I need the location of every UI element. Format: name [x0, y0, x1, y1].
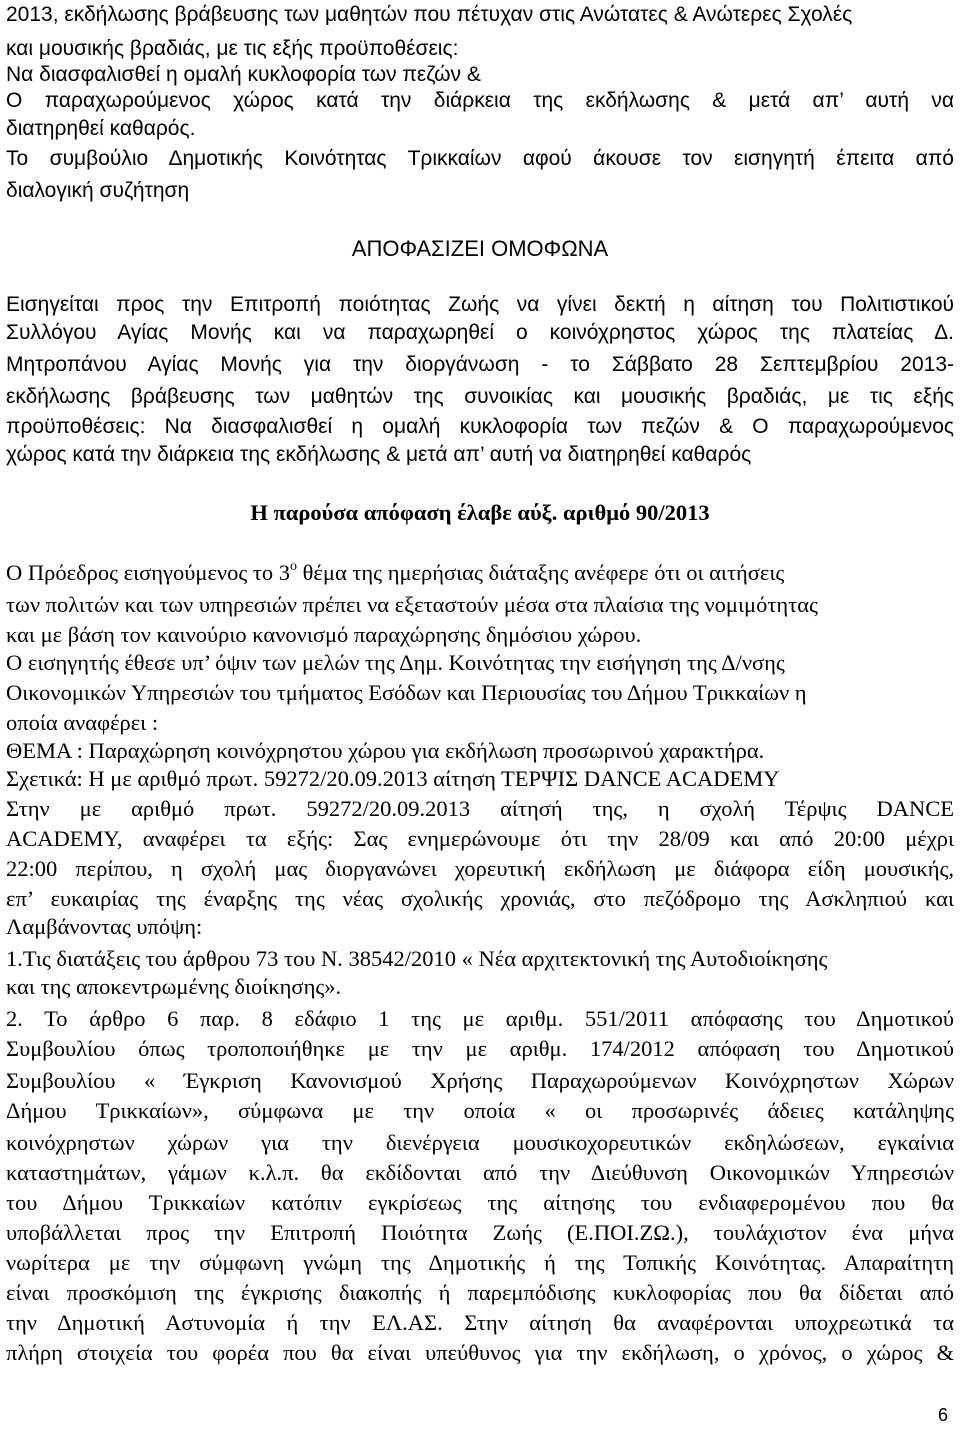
paragraph-line: ΘΕΜΑ : Παραχώρηση κοινόχρηστου χώρου για εκδήλωση προσωρινού χαρακτήρα. [6, 738, 765, 763]
paragraph-line: Ο Πρόεδρος εισηγούμενος το $3^o$ θέμα της ημερήσιας διάταξης ανέφερε ότι οι αιτήσεις [6, 559, 785, 585]
paragraph-line: Οικονομικών Υπηρεσιών του τμήματος Εσόδων και Περιουσίας του Δήμου Τρικκαίων η [6, 680, 807, 705]
paragraph-line: Ο παραχωρούμενος χώρος κατά την διάρκεια της εκδήλωσης & μετά απ’ αυτή να [6, 89, 954, 112]
paragraph-line: 1.Τις διατάξεις του άρθρου 73 του Ν. 38542/2010 « Νέα αρχιτεκτονική της Αυτοδιοίκησης [6, 946, 828, 971]
paragraph-line: Στην με αριθμό πρωτ. 59272/20.09.2013 αίτησή της, η σχολή Τέρψις DANCE [6, 796, 954, 821]
paragraph-line: Ο εισηγητής έθεσε υπ’ όψιν των μελών της Δημ. Κοινότητας την εισήγηση της Δ/νσης [6, 650, 785, 675]
paragraph-line: προϋποθέσεις: Να διασφαλισθεί η ομαλή κυκλοφορία των πεζών & Ο παραχωρούμενος [6, 415, 954, 438]
paragraph-line: και μουσικής βραδιάς, με τις εξής προϋποθέσεις: [6, 37, 459, 60]
paragraph-line: διατηρηθεί καθαρός. [6, 117, 196, 140]
paragraph-line: 2. Το άρθρο 6 παρ. 8 εδάφιο 1 της με αριθμ. 551/2011 απόφασης του Δημοτικού [6, 1006, 954, 1031]
decision-number: Η παρούσα απόφαση έλαβε αύξ. αριθμό 90/2013 [250, 500, 710, 525]
paragraph-line: νωρίτερα με την σύμφωνη γνώμη της Δημοτικής ή της Τοπικής Κοινότητας. Απαραίτητη [6, 1250, 954, 1275]
paragraph-line: των πολιτών και των υπηρεσιών πρέπει να εξεταστούν μέσα στα πλαίσια της νομιμότητας [6, 592, 818, 617]
paragraph-line: καταστημάτων, γάμων κ.λ.π. θα εκδίδονται από την Διεύθυνση Οικονομικών Υπηρεσιών [6, 1160, 954, 1185]
paragraph-line: Μητροπάνου Αγίας Μονής για την διοργάνωση - το Σάββατο 28 Σεπτεμβρίου 2013- [6, 353, 954, 376]
paragraph-line: Συλλόγου Αγίας Μονής και να παραχωρηθεί ο κοινόχρηστος χώρος της πλατείας Δ. [6, 321, 954, 344]
page-number: 6 [938, 1405, 949, 1425]
paragraph-line: Συμβουλίου όπως τροποποιήθηκε με την με αριθμ. 174/2012 απόφαση του Δημοτικού [6, 1036, 954, 1061]
paragraph-line: του Δήμου Τρικκαίων κατόπιν εγκρίσεως της αίτησης του ενδιαφερομένου που θα [6, 1190, 954, 1215]
paragraph-line: και με βάση τον καινούριο κανονισμό παραχώρησης δημόσιου χώρου. [6, 622, 642, 647]
paragraph-line: την Δημοτική Αστυνομία ή την ΕΛ.ΑΣ. Στην αίτηση θα αναφέρονται υποχρεωτικά τα [6, 1310, 954, 1335]
paragraph-line: ACADEMY, αναφέρει τα εξής: Σας ενημερώνουμε ότι την 28/09 και από 20:00 μέχρι [6, 826, 954, 851]
paragraph-line: υποβάλλεται προς την Επιτροπή Ποιότητα Ζωής (Ε.ΠΟΙ.ΖΩ.), τουλάχιστον ένα μήνα [6, 1220, 954, 1245]
paragraph-line: 2013, εκδήλωσης βράβευσης των μαθητών που πέτυχαν στις Ανώτατες & Ανώτερες Σχολές [6, 3, 853, 26]
paragraph-line: Δήμου Τρικκαίων», σύμφωνα με την οποία « οι προσωρινές άδειες κατάληψης [6, 1098, 954, 1123]
paragraph-line: Λαμβάνοντας υπόψη: [6, 914, 203, 939]
paragraph-line: Συμβουλίου « Έγκριση Κανονισμού Χρήσης Παραχωρούμενων Κοινόχρηστων Χώρων [6, 1068, 954, 1093]
paragraph-line: χώρος κατά την διάρκεια της εκδήλωσης & μετά απ’ αυτή να διατηρηθεί καθαρός [6, 443, 752, 466]
paragraph-line: επ’ ευκαιρίας της έναρξης της νέας σχολικής χρονιάς, στο πεζόδρομο της Ασκληπιού και [6, 886, 954, 911]
decision-heading: ΑΠΟΦΑΣΙΖΕΙ ΟΜΟΦΩΝΑ [351, 236, 609, 261]
paragraph-line: Να διασφαλισθεί η ομαλή κυκλοφορία των πεζών & [6, 63, 481, 86]
paragraph-line: κοινόχρηστων χώρων για την διενέργεια μουσικοχορευτικών εκδηλώσεων, εγκαίνια [6, 1130, 954, 1155]
paragraph-line: Εισηγείται προς την Επιτροπή ποιότητας Ζωής να γίνει δεκτή η αίτηση του Πολιτιστικού [6, 293, 954, 316]
paragraph-line: 22:00 περίπου, η σχολή μας διοργανώνει χορευτική εκδήλωση με διάφορα είδη μουσικής, [6, 856, 954, 881]
paragraph-line: διαλογική συζήτηση [6, 179, 190, 202]
paragraph-line: πλήρη στοιχεία του φορέα που θα είναι υπεύθυνος για την εκδήλωση, ο χρόνος, ο χώρος & [6, 1340, 954, 1365]
paragraph-line: και της αποκεντρωμένης διοίκησης». [6, 974, 342, 999]
paragraph-line: εκδήλωσης βράβευσης των μαθητών της συνοικίας και μουσικής βραδιάς, με τις εξής [6, 385, 954, 408]
paragraph-line: οποία αναφέρει : [6, 710, 159, 735]
paragraph-line: είναι προσκόμιση της έγκρισης διακοπής ή παρεμπόδισης κυκλοφορίας που θα δίδεται από [6, 1280, 954, 1305]
paragraph-line: Το συμβούλιο Δημοτικής Κοινότητας Τρικκαίων αφού άκουσε τον εισηγητή έπειτα από [6, 147, 954, 170]
paragraph-line: Σχετικά: Η με αριθμό πρωτ. 59272/20.09.2013 αίτηση ΤΕΡΨΙΣ DANCE ACADEMY [6, 766, 780, 791]
